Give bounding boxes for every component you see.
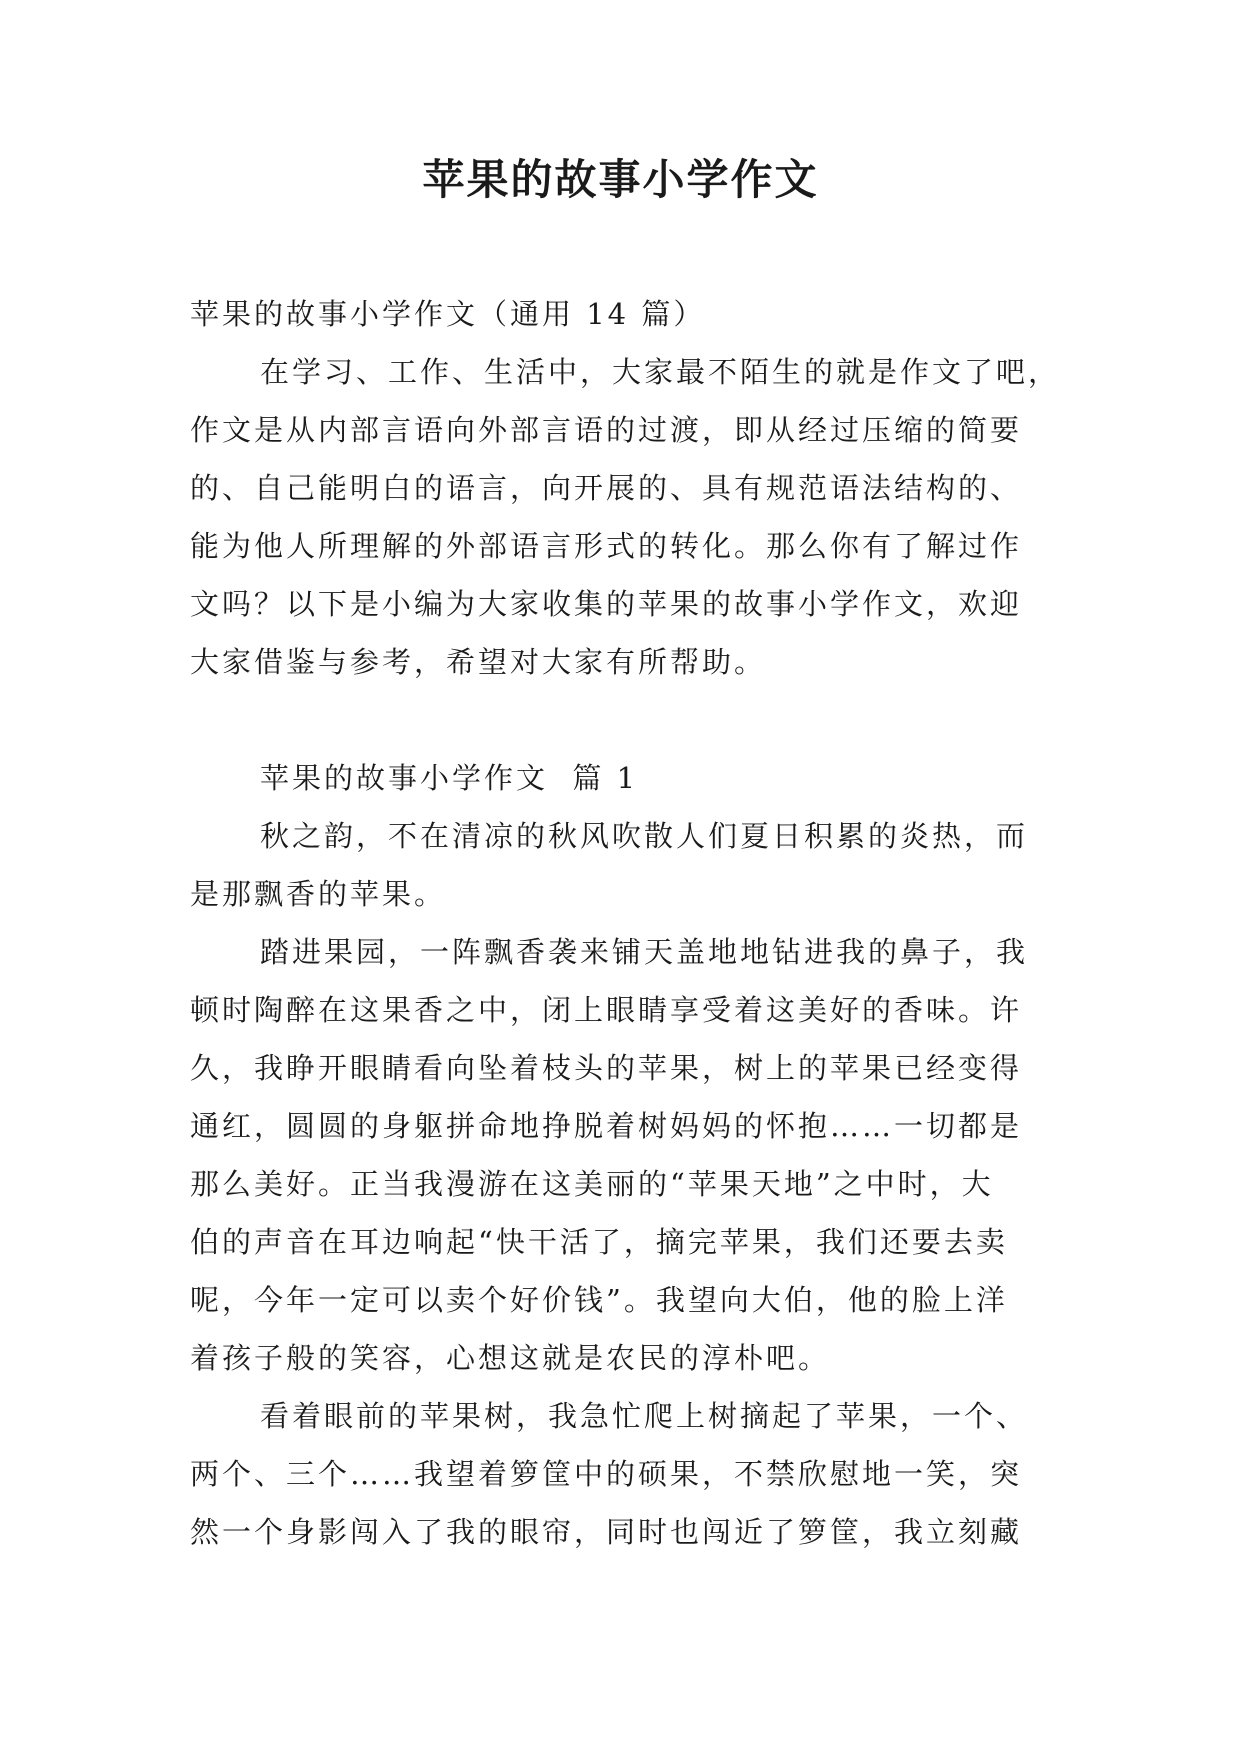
paragraph-line: 通红，圆圆的身躯拼命地挣脱着树妈妈的怀抱……一切都是	[190, 1109, 1023, 1143]
paragraph-gap	[190, 691, 1060, 749]
intro-line: 在学习、工作、生活中，大家最不陌生的就是作文了吧，	[260, 355, 1061, 389]
paragraph-line: 那么美好。正当我漫游在这美丽的“苹果天地”之中时，大	[190, 1167, 994, 1201]
intro-line: 大家借鉴与参考，希望对大家有所帮助。	[190, 645, 767, 679]
section-heading: 苹果的故事小学作文 篇 1	[260, 761, 639, 795]
paragraph-line: 踏进果园，一阵飘香袭来铺天盖地地钻进我的鼻子，我	[260, 935, 1029, 969]
intro-line: 能为他人所理解的外部语言形式的转化。那么你有了解过作	[190, 529, 1023, 563]
paragraph-line: 着孩子般的笑容，心想这就是农民的淳朴吧。	[190, 1341, 831, 1375]
intro-line: 的、自己能明白的语言，向开展的、具有规范语法结构的、	[190, 471, 1023, 505]
paragraph-line: 然一个身影闯入了我的眼帘，同时也闯近了箩筐，我立刻藏	[190, 1515, 1023, 1549]
intro-paragraph	[190, 343, 1060, 691]
paragraph-line: 秋之韵，不在清凉的秋风吹散人们夏日积累的炎热，而	[260, 819, 1029, 853]
paragraph-3	[190, 1387, 1060, 1561]
paragraph-line: 顿时陶醉在这果香之中，闭上眼睛享受着这美好的香味。许	[190, 993, 1023, 1027]
document-title: 苹果的故事小学作文	[422, 155, 819, 204]
document-body	[190, 285, 1060, 1561]
paragraph-line: 两个、三个……我望着箩筐中的硕果，不禁欣慰地一笑，突	[190, 1457, 1023, 1491]
intro-line: 作文是从内部言语向外部言语的过渡，即从经过压缩的简要	[190, 413, 1023, 447]
paragraph-line: 久，我睁开眼睛看向坠着枝头的苹果，树上的苹果已经变得	[190, 1051, 1023, 1085]
paragraph-line: 看着眼前的苹果树，我急忙爬上树摘起了苹果，一个、	[260, 1399, 1029, 1433]
paragraph-1	[190, 807, 1060, 923]
paragraph-line: 伯的声音在耳边响起“快干活了，摘完苹果，我们还要去卖	[190, 1225, 1008, 1259]
paragraph-line: 呢，今年一定可以卖个好价钱”。我望向大伯，他的脸上洋	[190, 1283, 1008, 1317]
paragraph-line: 是那飘香的苹果。	[190, 877, 447, 911]
collection-subtitle: 苹果的故事小学作文（通用 14 篇）	[190, 297, 706, 331]
paragraph-2	[190, 923, 1060, 1387]
intro-line: 文吗？以下是小编为大家收集的苹果的故事小学作文，欢迎	[190, 587, 1023, 621]
